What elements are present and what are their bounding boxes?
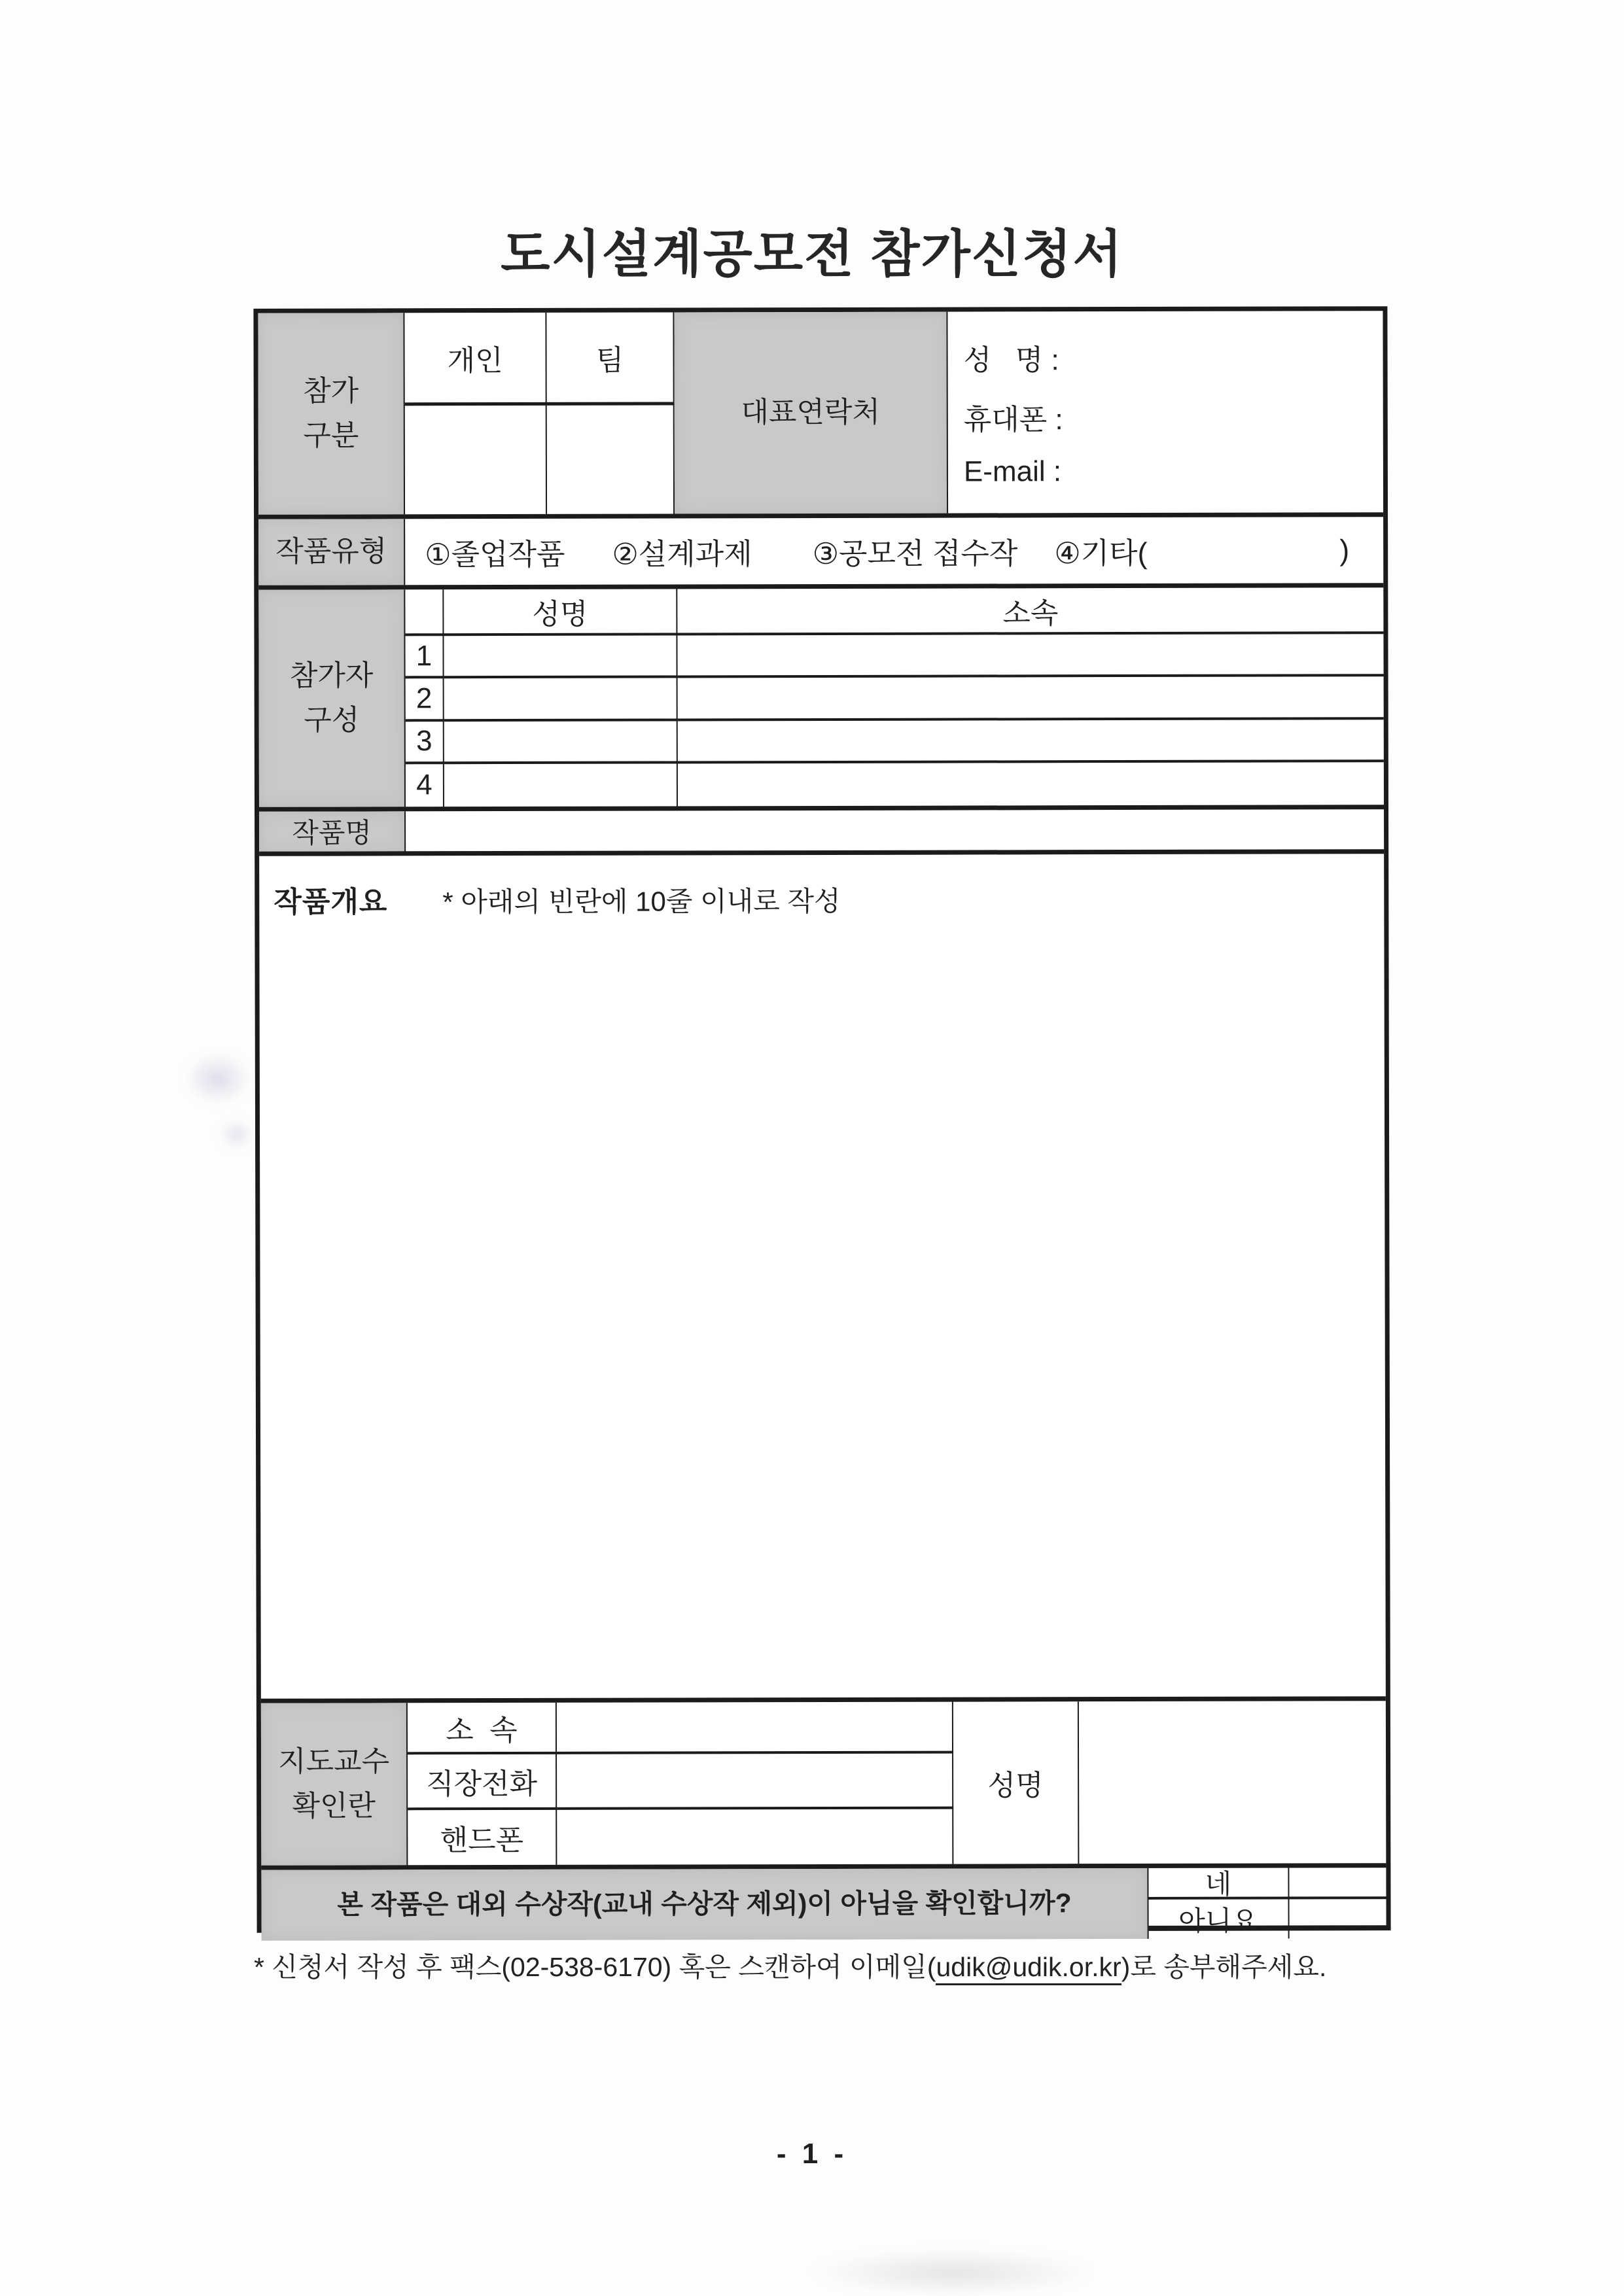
- participant-row-number: 2: [406, 678, 444, 721]
- page-title: 도시설계공모전 참가신청서: [501, 225, 1123, 283]
- advisor-affiliation-input[interactable]: [557, 1702, 953, 1754]
- advisor-name-label: 성명: [953, 1701, 1080, 1864]
- participant-4-affiliation-cell[interactable]: [678, 762, 1384, 807]
- work-type-label: 작품유형: [258, 519, 405, 585]
- work-type-option-design-project[interactable]: ②설계과제: [612, 537, 752, 571]
- participants-header-corner-cell: [405, 589, 444, 636]
- confirmation-yes-checkbox-cell[interactable]: [1289, 1868, 1386, 1899]
- scan-smudge: [220, 1120, 253, 1149]
- work-type-option-competition-entry[interactable]: ③공모전 접수작: [812, 536, 1018, 571]
- work-summary-input[interactable]: [259, 918, 1385, 1699]
- team-header-cell: 팀: [546, 312, 674, 405]
- confirmation-yes-label: 네: [1148, 1868, 1289, 1900]
- email-field-label: E-mail :: [963, 455, 1062, 488]
- application-form-table: [253, 306, 1390, 1936]
- representative-contact-label: 대표연락처: [674, 312, 948, 514]
- advisor-confirmation-label: 지도교수 확인란: [261, 1703, 408, 1865]
- work-title-input-cell[interactable]: [406, 809, 1384, 854]
- section-participation: [258, 311, 1383, 515]
- page-number: - 1 -: [776, 2138, 848, 2170]
- participants-label: 참가자 구성: [258, 589, 406, 807]
- advisor-work-phone-input[interactable]: [557, 1754, 953, 1810]
- work-summary-label: 작품개요: [274, 886, 388, 918]
- representative-contact-fields[interactable]: [947, 311, 1383, 513]
- participant-2-affiliation-cell[interactable]: [678, 676, 1384, 721]
- participants-affiliation-header: 소속: [677, 587, 1383, 635]
- participant-1-affiliation-cell[interactable]: [677, 634, 1383, 678]
- work-summary-header: [259, 854, 1384, 920]
- participant-1-name-cell[interactable]: [444, 635, 677, 678]
- confirmation-no-checkbox-cell[interactable]: [1289, 1899, 1386, 1938]
- advisor-cell-phone-label: 핸드폰: [408, 1810, 557, 1865]
- confirmation-no-label: 아니요: [1148, 1900, 1289, 1939]
- section-confirmation: [261, 1863, 1386, 1936]
- email-link: udik@udik.or.kr: [936, 1952, 1121, 1985]
- name-field-label: 성 명 :: [963, 344, 1059, 377]
- section-work-title: [259, 805, 1384, 852]
- closing-parenthesis: ): [1339, 532, 1350, 566]
- advisor-affiliation-label: 소 속: [408, 1703, 557, 1754]
- section-work-type: [258, 512, 1383, 585]
- team-checkbox-cell[interactable]: [547, 405, 675, 513]
- section-advisor: [261, 1696, 1386, 1866]
- work-summary-note: * 아래의 빈란에 10줄 이내로 작성: [442, 885, 841, 918]
- participant-row-number: 1: [405, 636, 444, 678]
- footer-note-suffix: )로 송부해주세요.: [1121, 1952, 1327, 1982]
- advisor-name-input[interactable]: [1079, 1701, 1386, 1864]
- section-work-summary: [259, 849, 1386, 1699]
- participants-name-header: 성명: [444, 589, 677, 636]
- individual-header-cell: 개인: [404, 313, 546, 406]
- participant-row-number: 3: [406, 722, 444, 764]
- participant-3-name-cell[interactable]: [444, 721, 678, 764]
- scan-smudge: [185, 1053, 251, 1104]
- advisor-work-phone-label: 직장전화: [408, 1754, 557, 1810]
- individual-checkbox-cell[interactable]: [405, 406, 547, 514]
- footer-note-prefix: * 신청서 작성 후 팩스(02-538-6170) 혹은 스캔하여 이메일(: [254, 1952, 936, 1982]
- participant-row-number: 4: [406, 764, 444, 807]
- section-participants: [258, 583, 1384, 807]
- work-type-option-graduation[interactable]: ①졸업작품: [425, 537, 565, 572]
- scan-smudge: [811, 2249, 1093, 2296]
- work-type-options[interactable]: [405, 517, 1383, 585]
- participant-4-name-cell[interactable]: [444, 763, 678, 807]
- participant-3-affiliation-cell[interactable]: [678, 720, 1384, 764]
- participation-category-label: 참가 구분: [258, 313, 405, 514]
- confirmation-question: 본 작품은 대외 수상작(교내 수상작 제외)이 아님을 확인합니까?: [261, 1868, 1148, 1941]
- participant-2-name-cell[interactable]: [444, 678, 678, 722]
- work-title-label: 작품명: [259, 811, 406, 854]
- other-fill-in-blank[interactable]: [1148, 550, 1340, 551]
- advisor-cell-phone-input[interactable]: [557, 1809, 953, 1865]
- mobile-field-label: 휴대폰 :: [963, 404, 1063, 436]
- work-type-option-other[interactable]: ④기타(: [1054, 536, 1148, 570]
- footer-submission-note: [254, 1945, 1326, 1984]
